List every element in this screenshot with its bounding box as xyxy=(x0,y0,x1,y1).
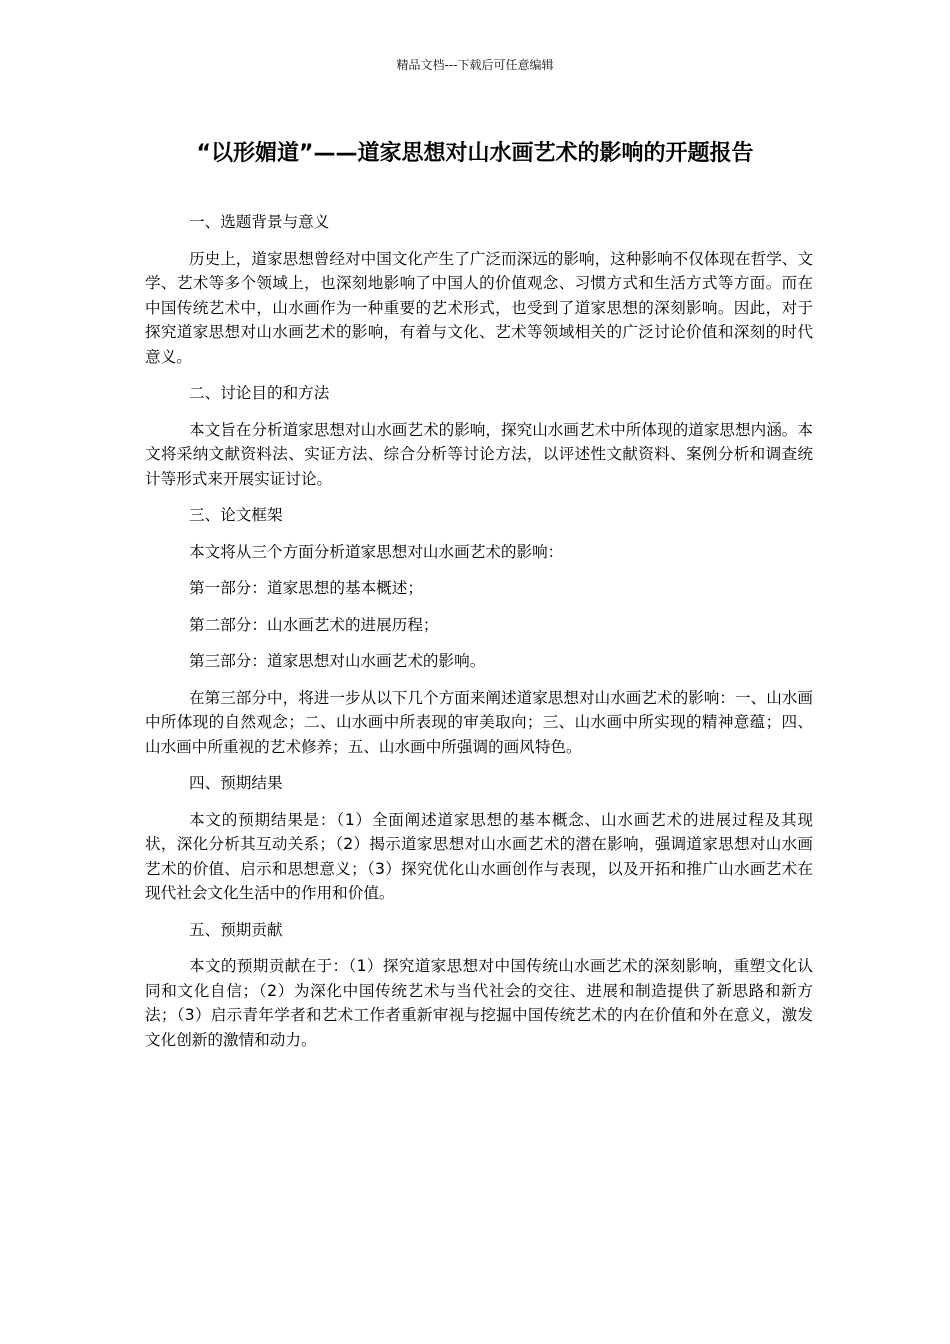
framework-part-2: 第二部分：山水画艺术的进展历程； xyxy=(189,615,439,634)
framework-intro: 本文将从三个方面分析道家思想对山水画艺术的影响： xyxy=(189,542,564,561)
paragraph-expected-contribution: 本文的预期贡献在于：（1）探究道家思想对中国传统山水画艺术的深刻影响，重塑文化认同和文化自信；（2）为深化中国传统艺术与当代社会的交往、进展和制造提供了新思路和新方法；（3）启示青年学者和艺术工作者重新审视与挖掘中国传统艺术的内在价值和外在意义，激发文化创新的激情和动力。 xyxy=(145,957,813,1049)
section-heading-expected-results: 四、预期结果 xyxy=(189,774,283,792)
paragraph-background: 历史上，道家思想曾经对中国文化产生了广泛而深远的影响，这种影响不仅体现在哲学、文学、艺术等多个领域上，也深刻地影响了中国人的价值观念、习惯方式和生活方式等方面。而在中国传统艺术中，山水画作为一种重要的艺术形式，也受到了道家思想的深刻影响。因此，对于探究道家思想对山水画艺术的影响，有着与文化、艺术等领域相关的广泛讨论价值和深刻的时代意义。 xyxy=(145,249,813,366)
framework-part-1: 第一部分：道家思想的基本概述； xyxy=(189,579,423,597)
paragraph-framework-detail: 在第三部分中，将进一步从以下几个方面来阐述道家思想对山水画艺术的影响：一、山水画中所体现的自然观念；二、山水画中所表现的审美取向；三、山水画中所实现的精神意蕴；四、山水画中所重视的艺术修养；五、山水画中所强调的画风特色。 xyxy=(145,688,813,756)
page-header-note: 精品文档---下载后可任意编辑 xyxy=(396,58,554,72)
document-body xyxy=(145,210,813,1064)
paragraph-expected-results: 本文的预期结果是：（1）全面阐述道家思想的基本概念、山水画艺术的进展过程及其现状，深化分析其互动关系；（2）揭示道家思想对山水画艺术的潜在影响，强调道家思想对山水画艺术的价值、启示和思想意义；（3）探究优化山水画创作与表现，以及开拓和推广山水画艺术在现代社会文化生活中的作用和价值。 xyxy=(145,810,813,902)
section-heading-expected-contribution: 五、预期贡献 xyxy=(189,920,283,939)
paragraph-purpose-method: 本文旨在分析道家思想对山水画艺术的影响，探究山水画艺术中所体现的道家思想内涵。本文将采纳文献资料法、实证方法、综合分析等讨论方法，以评述性文献资料、案例分析和调查统计等形式来开展实证讨论。 xyxy=(145,420,813,488)
section-heading-framework: 三、论文框架 xyxy=(189,506,283,524)
framework-part-3: 第三部分：道家思想对山水画艺术的影响。 xyxy=(189,652,486,670)
document-title: “以形媚道”——道家思想对山水画艺术的影响的开题报告 xyxy=(196,141,754,166)
section-heading-purpose-method: 二、讨论目的和方法 xyxy=(189,384,330,402)
section-heading-background: 一、选题背景与意义 xyxy=(189,213,330,231)
